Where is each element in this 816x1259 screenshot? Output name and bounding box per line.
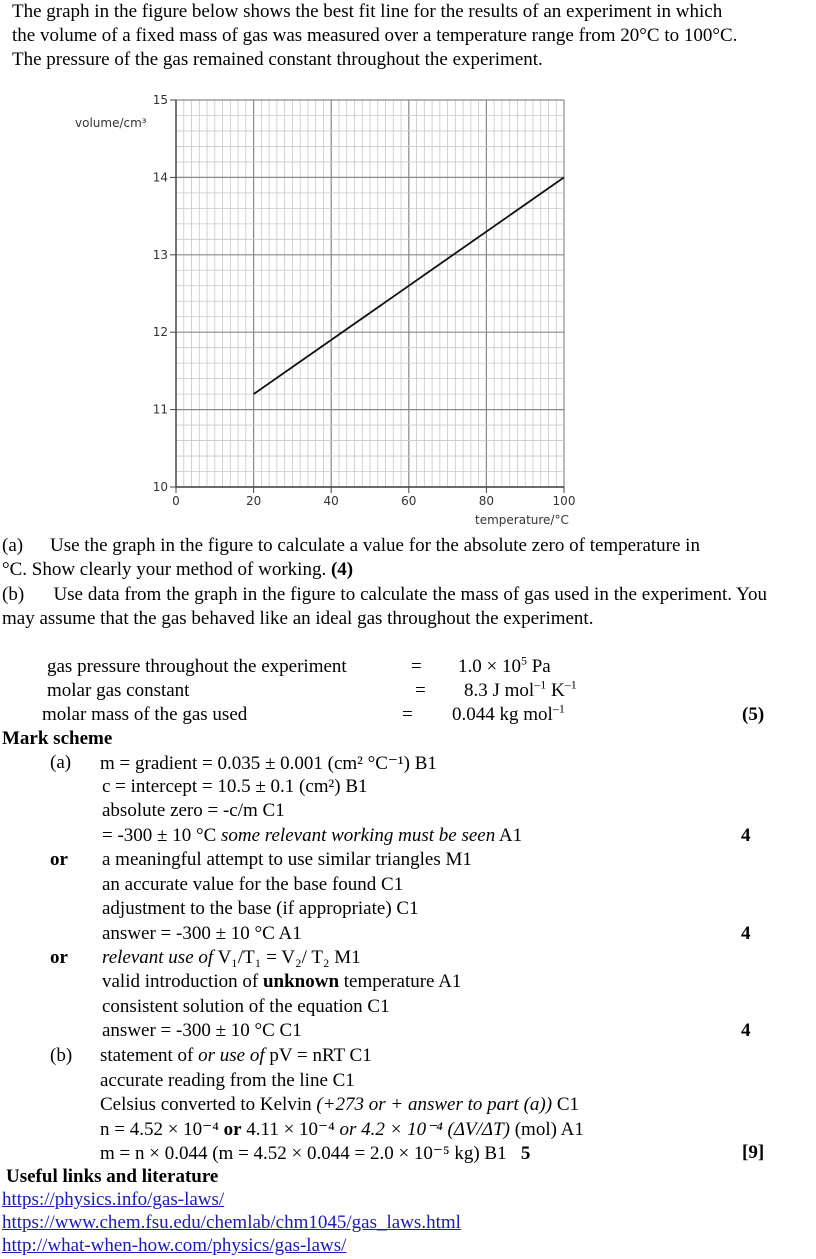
ms-b-line-1-post: pV = nRT C1 bbox=[264, 1045, 372, 1066]
x-tick-label: 0 bbox=[172, 494, 180, 508]
intro-line-3: The pressure of the gas remained constant throughout the experiment. bbox=[12, 49, 543, 70]
gas-constant-unit: K bbox=[546, 680, 565, 701]
total-marks: [9] bbox=[742, 1142, 765, 1163]
ms-a-line-2: c = intercept = 10.5 ± 0.1 (cm²) B1 bbox=[102, 776, 368, 797]
y-tick-label: 10 bbox=[152, 480, 168, 494]
data-pressure-value bbox=[458, 653, 551, 678]
ms-b-line-1-italic: or use of bbox=[198, 1045, 265, 1066]
ms-b-mark: 5 bbox=[520, 1143, 531, 1164]
molar-mass-exponent: –1 bbox=[552, 701, 565, 716]
ms-alt-2-post: temperature A1 bbox=[339, 971, 462, 992]
x-axis-label: temperature/°C bbox=[475, 513, 569, 527]
gas-constant-exponent: –1 bbox=[534, 677, 547, 692]
ms-b-line-4-end: (mol) A1 bbox=[509, 1119, 584, 1140]
question-a-label: (a) bbox=[2, 535, 24, 556]
ms-alt-2-bold: unknown bbox=[262, 971, 340, 992]
link-chem-fsu[interactable]: https://www.chem.fsu.edu/chemlab/chm1045/gas_laws.html bbox=[2, 1212, 461, 1233]
intro-line-2: the volume of a fixed mass of gas was measured over a temperature range from 20°C to 100°C. bbox=[12, 25, 738, 46]
data-molar-mass-value bbox=[452, 701, 565, 726]
ms-alt-1-line-1: a meaningful attempt to use similar triangles M1 bbox=[102, 849, 472, 870]
ms-b-line-2: accurate reading from the line C1 bbox=[100, 1070, 355, 1091]
ms-a-line-3: absolute zero = -c/m C1 bbox=[102, 800, 285, 821]
y-tick-label: 15 bbox=[152, 93, 168, 107]
ms-b-line-3-italic: (+273 or + answer to part (a)) bbox=[316, 1094, 553, 1115]
x-tick-label: 20 bbox=[245, 494, 262, 508]
y-axis-label: volume/cm³ bbox=[75, 116, 147, 130]
ms-b-line-5-text: m = n × 0.044 (m = 4.52 × 0.044 = 2.0 × 10⁻⁵ kg) B1 bbox=[100, 1143, 507, 1164]
data-gas-constant-value bbox=[464, 677, 577, 702]
ms-b-line-4 bbox=[100, 1118, 584, 1141]
question-b-marks: (5) bbox=[742, 704, 765, 725]
link-what-when-how[interactable]: http://what-when-how.com/physics/gas-laws/ bbox=[2, 1235, 347, 1256]
gas-constant-mantissa: 8.3 J mol bbox=[464, 680, 535, 701]
ms-b-line-3-pre: Celsius converted to Kelvin bbox=[100, 1094, 317, 1115]
y-tick-label: 12 bbox=[152, 325, 168, 340]
ms-b-line-4-italic: or 4.2 × 10⁻⁴ (ΔV/ΔT) bbox=[339, 1119, 510, 1140]
question-a-line-2 bbox=[2, 559, 353, 581]
data-pressure-name: gas pressure throughout the experiment bbox=[47, 656, 347, 677]
ms-b-line-4-a: n = 4.52 × 10⁻⁴ bbox=[100, 1119, 224, 1140]
x-tick-label: 100 bbox=[552, 494, 576, 508]
ms-b-line-3 bbox=[100, 1094, 579, 1116]
ms-b-line-5 bbox=[100, 1142, 530, 1165]
ms-alt-2-formula: V₁/T₁ = V₂/ T₂ M1 bbox=[213, 947, 361, 968]
ms-b-line-4-or: or bbox=[223, 1119, 242, 1140]
link-physics-info[interactable]: https://physics.info/gas-laws/ bbox=[2, 1189, 225, 1210]
data-pressure-eq: = bbox=[411, 656, 422, 677]
question-b-text: Use data from the graph in the figure to calculate the mass of gas used in the experiment. You may assume that the gas behaved like an ideal gas throughout the experiment. bbox=[2, 584, 768, 629]
ms-alt-2-pre: valid introduction of bbox=[102, 971, 263, 992]
ms-b-line-3-post: C1 bbox=[552, 1094, 579, 1115]
ms-a-mark-code: A1 bbox=[495, 825, 523, 846]
ms-a-label: (a) bbox=[50, 752, 72, 773]
ms-a-mark-2: 4 bbox=[741, 923, 751, 944]
ms-alt-2-line-3: consistent solution of the equation C1 bbox=[102, 996, 390, 1017]
data-molar-mass-name: molar mass of the gas used bbox=[42, 704, 248, 725]
data-gas-constant-name: molar gas constant bbox=[47, 680, 190, 701]
links-heading: Useful links and literature bbox=[6, 1166, 219, 1187]
volume-temperature-chart bbox=[0, 0, 816, 540]
ms-alt-1-line-4: answer = -300 ± 10 °C A1 bbox=[102, 923, 302, 944]
ms-alt-1-line-2: an accurate value for the base found C1 bbox=[102, 874, 404, 895]
x-tick-label: 60 bbox=[401, 494, 417, 508]
ms-a-line-1: m = gradient = 0.035 ± 0.001 (cm² °C⁻¹) B1 bbox=[100, 753, 437, 774]
pressure-unit: Pa bbox=[526, 656, 551, 677]
pressure-mantissa: 1.0 × 10 bbox=[458, 656, 521, 677]
x-tick-label: 80 bbox=[478, 494, 495, 508]
ms-a-line-4 bbox=[102, 825, 522, 847]
question-b-label: (b) bbox=[2, 584, 25, 605]
ms-a-note: some relevant working must be seen bbox=[221, 825, 496, 846]
gas-constant-exponent-2: –1 bbox=[564, 677, 577, 692]
ms-alt-2-line-2 bbox=[102, 971, 461, 993]
data-molar-mass-eq: = bbox=[402, 704, 413, 725]
ms-b-line-1 bbox=[100, 1045, 372, 1067]
question-b-paragraph bbox=[2, 583, 767, 631]
y-tick-label: 14 bbox=[152, 170, 168, 185]
y-tick-label: 13 bbox=[152, 247, 168, 262]
ms-or-1: or bbox=[50, 849, 68, 870]
ms-b-label: (b) bbox=[50, 1045, 73, 1066]
ms-a-mark-3: 4 bbox=[741, 1020, 751, 1041]
y-tick-label: 11 bbox=[152, 402, 168, 417]
ms-alt-1-line-3: adjustment to the base (if appropriate) C1 bbox=[102, 898, 419, 919]
data-gas-constant-eq: = bbox=[415, 680, 426, 701]
molar-mass-mantissa: 0.044 kg mol bbox=[452, 704, 553, 725]
pressure-exponent: 5 bbox=[520, 653, 527, 668]
mark-scheme-heading: Mark scheme bbox=[2, 728, 113, 749]
intro-line-1: The graph in the figure below shows the best fit line for the results of an experiment in which bbox=[12, 1, 723, 22]
question-a-marks: (4) bbox=[330, 559, 354, 580]
ms-alt-2-italic: relevant use of bbox=[102, 947, 214, 968]
question-a-line-2-text: °C. Show clearly your method of working. bbox=[2, 559, 327, 580]
ms-alt-2-line-4: answer = -300 ± 10 °C C1 bbox=[102, 1020, 302, 1041]
ms-alt-2-line-1 bbox=[102, 947, 361, 969]
x-tick-label: 40 bbox=[323, 494, 339, 508]
ms-b-line-1-pre: statement of bbox=[100, 1045, 199, 1066]
question-a-line-1: Use the graph in the figure to calculate a value for the absolute zero of temperature in bbox=[50, 535, 700, 556]
ms-or-2: or bbox=[50, 947, 68, 968]
ms-a-answer: = -300 ± 10 °C bbox=[102, 825, 221, 846]
ms-b-line-4-b: 4.11 × 10⁻⁴ bbox=[241, 1119, 340, 1140]
ms-a-mark-1: 4 bbox=[741, 825, 751, 846]
